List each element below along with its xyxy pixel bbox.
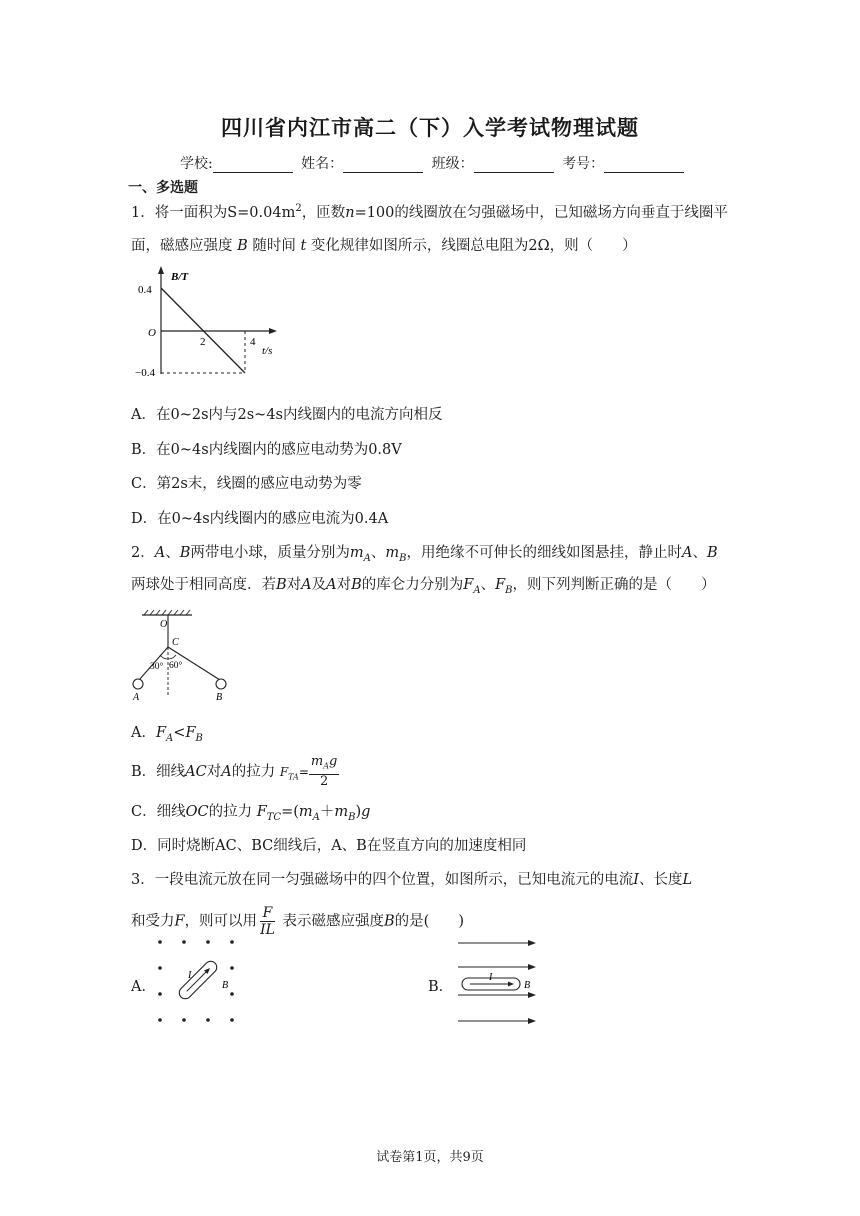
- fig-b-current-label: I: [489, 972, 493, 983]
- q3-line2: 和受力F，则可以用 $\frac{F}{IL}$ 表示磁感应强度B的是( ): [131, 905, 464, 938]
- q3-figure-b: [456, 936, 546, 1026]
- q3-line1: 3．一段电流元放在同一匀强磁场中的四个位置，如图所示，已知电流元的电流I、长度L: [131, 872, 693, 888]
- page-title: 四川省内江市高二（下）入学考试物理试题: [221, 115, 639, 140]
- q1-bt-graph: [135, 266, 285, 386]
- class-blank[interactable]: [474, 158, 554, 173]
- section-heading: 一、多选题: [128, 180, 198, 196]
- fig-angle-30: 30°: [150, 662, 164, 672]
- graph-x4-tick: 4: [250, 336, 256, 348]
- q3-figure-a: [152, 936, 242, 1026]
- student-info-line: [180, 153, 688, 173]
- fig-ball-a-label: A: [133, 692, 140, 703]
- class-label: 班级：: [431, 156, 474, 172]
- fig-angle-60: 60°: [169, 661, 183, 671]
- fig-b-field-label: B: [524, 980, 531, 991]
- fig-a-field-label: B: [222, 980, 229, 991]
- q1-option-a[interactable]: A．在0~2s内与2s~4s内线圈内的电流方向相反: [131, 407, 443, 423]
- q1-line2: 面，磁感应强度 B 随时间 t 变化规律如图所示，线圈总电阻为2Ω，则（ ）: [131, 238, 637, 254]
- school-label: 学校:: [180, 156, 213, 172]
- q1-line1: 1．将一面积为$S=0.04m^2$，匝数n=100的线圈放在匀强磁场中，已知磁场方向垂直于线圈平: [131, 203, 728, 221]
- school-blank[interactable]: [213, 158, 293, 173]
- fig-point-c: C: [172, 637, 179, 648]
- q2-line1: 2．A、B两带电小球，质量分别为$m_A$、$m_B$，用绝缘不可伸长的细线如图悬挂，静止时A、B: [131, 545, 718, 564]
- graph-origin: O: [148, 327, 156, 339]
- graph-x2-tick: 2: [200, 336, 206, 348]
- graph-bottom-tick: −0.4: [135, 367, 155, 379]
- q1-option-d[interactable]: D．在0~4s内线圈内的感应电流为0.4A: [131, 511, 389, 527]
- q3-option-a[interactable]: A．: [131, 979, 156, 995]
- q1-option-c[interactable]: C．第2s末，线圈的感应电动势为零: [131, 476, 362, 492]
- graph-top-tick: 0.4: [138, 284, 152, 296]
- q2-option-a[interactable]: A．$F_A<F_B$: [131, 725, 203, 744]
- fraction-ma-g-over-2: $\frac{m_Ag}{2}$: [310, 754, 338, 789]
- fig-ball-b-label: B: [216, 692, 223, 703]
- q2-option-c[interactable]: C．细线OC的拉力 $F_{TC}=(m_A+m_B)g$: [131, 804, 371, 823]
- name-blank[interactable]: [343, 158, 423, 173]
- graph-xlabel: t/s: [262, 345, 273, 357]
- fraction-f-over-il: $\frac{F}{IL}$: [260, 905, 275, 938]
- q3-option-b[interactable]: B．: [428, 979, 454, 995]
- exam-number-blank[interactable]: [604, 158, 684, 173]
- q2-option-d[interactable]: D．同时烧断AC、BC细线后，A、B在竖直方向的加速度相同: [131, 838, 527, 854]
- page-footer: 试卷第1页，共9页: [376, 1150, 484, 1165]
- graph-ylabel: B/T: [171, 271, 189, 283]
- fig-a-current-label: I: [188, 970, 192, 981]
- q1-option-b[interactable]: B．在0~4s内线圈内的感应电动势为0.8V: [131, 442, 402, 458]
- name-label: 姓名：: [301, 156, 344, 172]
- q2-option-b[interactable]: B．细线AC对A的拉力 $F_{TA}=$ $\frac{m_Ag}{2}$: [131, 754, 338, 789]
- fig-point-o: O: [160, 619, 168, 630]
- q2-line2: 两球处于相同高度．若B对A及A对B的库仑力分别为$F_A$、$F_B$，则下列判断正确的是（ ）: [131, 577, 716, 596]
- exam-number-label: 考号：: [562, 156, 605, 172]
- q2-pendulum-figure: [130, 607, 250, 707]
